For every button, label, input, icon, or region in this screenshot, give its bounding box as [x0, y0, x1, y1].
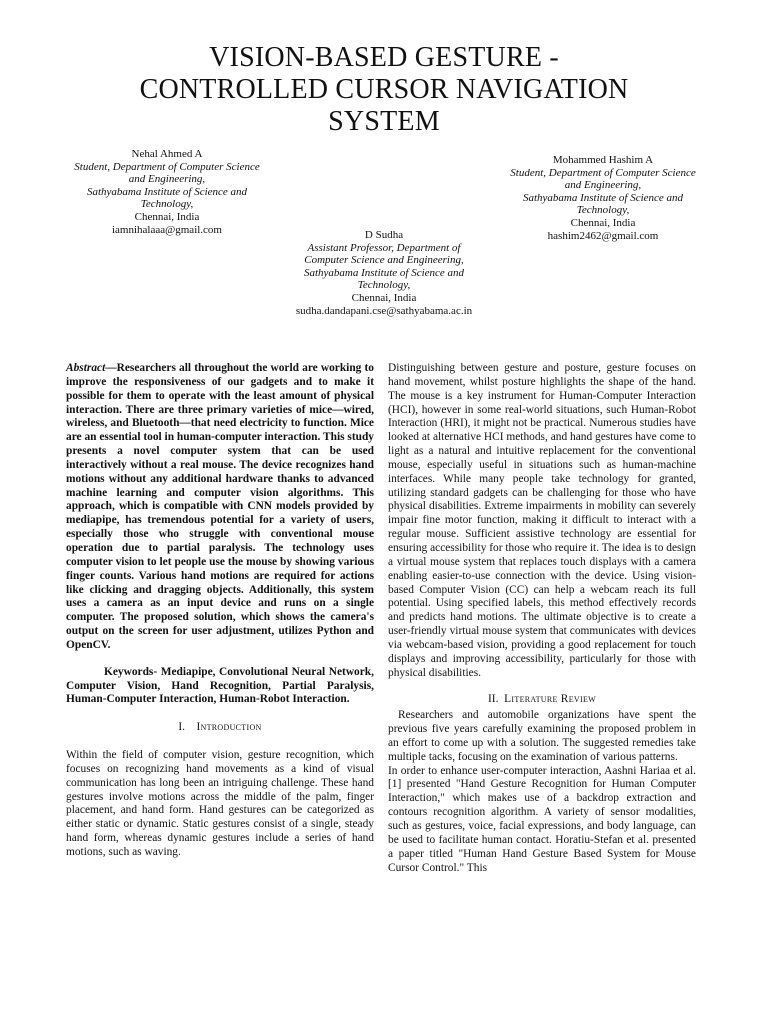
- author-affiliation: Sathyabama Institute of Science and: [86, 185, 248, 198]
- author-block-3: [276, 229, 492, 317]
- author-affiliation: Assistant Professor, Department of: [307, 241, 461, 254]
- author-email: iamnihalaaa@gmail.com: [111, 223, 222, 236]
- author-affiliation: Technology,: [357, 279, 411, 292]
- title-line-2: CONTROLLED CURSOR NAVIGATION: [139, 74, 629, 105]
- left-column: [66, 362, 374, 860]
- right-column: [388, 362, 696, 875]
- author-name: D Sudha: [364, 229, 404, 241]
- author-affiliation: and Engineering,: [564, 179, 642, 192]
- title-line-1: VISION-BASED GESTURE -: [209, 42, 559, 73]
- section-heading-introduction: [66, 721, 374, 735]
- abstract-text: —Researchers all throughout the world are working to improve the responsiveness of our gadgets and to make it possible for them to operate with the least amount of physical interaction. There are three primary varieties of mice—wired, wireless, and Bluetooth—that need electricity to function. Mice are an essential tool in human-computer interaction. This study presents a novel computer system that can be used interactively without a real mouse. The device recognizes hand motions without any additional hardware thanks to advanced machine learning and computer vision algorithms. This approach, which is compatible with CNN models provided by mediapipe, has tremendous potential for a variety of users, especially those who struggle with conventional mouse operation due to partial paralysis. The technology uses computer vision to let people use the mouse by showing various finger counts. Various hand motions are required for actions like clicking and dragging objects. Additionally, this system uses a camera as an input device and runs on a single computer. The proposed solution, which shows the camera's output on the screen for user adjustment, utilizes Python and OpenCV.: [66, 362, 374, 651]
- author-location: Chennai, India: [134, 210, 200, 223]
- section-title: Literature Review: [504, 693, 596, 706]
- abstract-label: Abstract: [66, 362, 106, 374]
- abstract: [66, 362, 374, 653]
- author-affiliation: Technology,: [140, 198, 194, 211]
- author-affiliation: and Engineering,: [128, 173, 206, 186]
- author-name: Nehal Ahmed A: [131, 148, 203, 160]
- section-title: Introduction: [196, 721, 262, 734]
- author-affiliation: Technology,: [576, 204, 630, 217]
- introduction-paragraph: Within the field of computer vision, gesture recognition, which focuses on recognizing hand movements as a kind of visual communication has long been an intriguing challenge. These hand gestures involve motions across the middle of the palm, finger placement, and hand form. Hand gestures can be categorized as either static or dynamic. Static gestures consist of a single, steady hand form, whereas dynamic gestures include a series of hand motions, such as waving.: [66, 749, 374, 858]
- section-number: I.: [178, 721, 186, 734]
- body-paragraph: In order to enhance user-computer interaction, Aashni Hariaa et al. [1] presented "Hand Gesture Recognition for Human Computer Interaction," which makes use of a backdrop extraction and contours recognition algorithm. A variety of sensor modalities, such as gestures, voice, facial expressions, and body language, can be used to facilitate human contact. Horatiu-Stefan et al. presented a paper titled "Human Hand Gesture Based System for Mouse Cursor Control." This: [388, 764, 696, 874]
- section-heading-literature-review: [388, 693, 696, 707]
- author-affiliation: Student, Department of Computer Science: [74, 160, 260, 173]
- author-affiliation: Sathyabama Institute of Science and: [303, 266, 465, 279]
- keywords: Keywords- Mediapipe, Convolutional Neural Network, Computer Vision, Hand Recognition, Partial Paralysis, Human-Computer Interaction, Human-Robot Interaction.: [66, 665, 374, 706]
- title-line-3: SYSTEM: [328, 106, 440, 137]
- author-block-2: [498, 154, 708, 242]
- author-location: Chennai, India: [351, 291, 417, 304]
- author-affiliation: Student, Department of Computer Science: [510, 166, 696, 179]
- author-affiliation: Computer Science and Engineering,: [304, 254, 464, 267]
- author-location: Chennai, India: [570, 216, 636, 229]
- author-name: Mohammed Hashim A: [552, 154, 654, 166]
- section-number: II.: [488, 693, 499, 706]
- author-email: hashim2462@gmail.com: [547, 229, 659, 242]
- author-block-1: [62, 148, 272, 236]
- paper-title: [84, 42, 684, 138]
- author-email: sudha.dandapani.cse@sathyabama.ac.in: [295, 304, 473, 317]
- body-paragraph: Researchers and automobile organizations have spent the previous five years carefully examining the proposed problem in an effort to come up with a solution. The suggested remedies take multiple tacks, focusing on the examination of various patterns.: [388, 709, 696, 763]
- author-affiliation: Sathyabama Institute of Science and: [522, 191, 684, 204]
- body-paragraph: Distinguishing between gesture and posture, gesture focuses on hand movement, whilst posture highlights the shape of the hand. The mouse is a key instrument for Human-Computer Interaction (HCI), however in some real-world situations, such Human-Robot Interaction (HRI), it might not be practical. Numerous studies have looked at alternative HCI methods, and hand gestures have come to light as a natural and intuitive replacement for the conventional mouse, especially useful in situations such as human-machine interfaces. While many people take technology for granted, utilizing standard gadgets can be challenging for those who have physical disabilities. Extreme impairments in mobility can severely impair fine motor function, making it difficult to interact with a regular mouse. Sufficient assistive technology are essential for ensuring accessibility for those who require it. The idea is to design a virtual mouse system that replaces touch displays with a camera enabling easier-to-use connection with the device. Using vision-based Computer Vision (CC) can help a webcam reach its full potential. Using specified labels, this method effectively records and predicts hand motions. The ultimate objective is to create a user-friendly virtual mouse system that communicates with devices via webcam-based vision, providing a good replacement for touch displays and improving accessibility, particularly for those with physical disabilities.: [388, 362, 696, 679]
